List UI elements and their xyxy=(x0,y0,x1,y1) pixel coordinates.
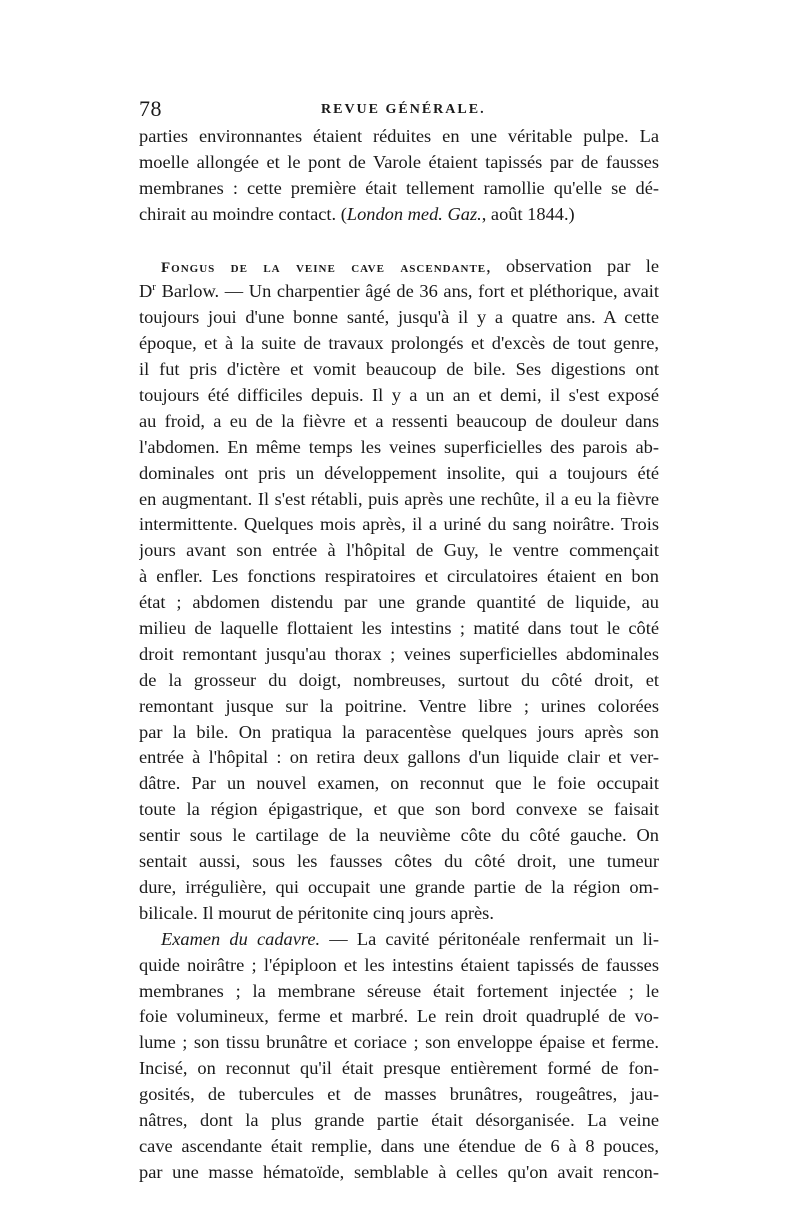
section-first-line xyxy=(139,927,659,953)
text-line: Incisé, on reconnut qu'il était presque entièrement formé de fon- xyxy=(139,1058,659,1079)
text-line: lume ; son tissu brunâtre et coriace ; son enveloppe épaise et ferme. xyxy=(139,1032,659,1053)
text-line: sentait aussi, sous les fausses côtes du côté droit, une tumeur xyxy=(139,851,659,872)
superscript: r xyxy=(152,281,156,294)
text-line: intermittente. Quelques mois après, il a uriné du sang noirâtre. Trois xyxy=(139,514,659,535)
text-fragment: chirait au moindre contact. ( xyxy=(139,203,347,224)
text-line: quide noirâtre ; l'épiploon et les intestins étaient tapissés de fausses xyxy=(139,954,659,975)
citation-date: , août 1844.) xyxy=(481,203,575,224)
body-text xyxy=(139,124,659,1186)
section-first-line xyxy=(139,254,659,280)
text-line: gosités, de tubercules et de masses brunâtres, rougeâtres, jau- xyxy=(139,1084,659,1105)
text-line: de la grosseur du doigt, nombreuses, surtout du côté droit, et xyxy=(139,669,659,690)
citation-source: London med. Gaz. xyxy=(346,203,482,224)
text-line: membranes ; la membrane séreuse était fortement injectée ; le xyxy=(139,980,659,1001)
text-line: dâtre. Par un nouvel examen, on reconnut que le foie occupait xyxy=(139,773,659,794)
text-line: moelle allongée et le pont de Varole étaient tapissés par de fausses xyxy=(139,151,659,172)
text-line: époque, et à la suite de travaux prolongés et d'excès de tout genre, xyxy=(139,333,659,354)
text-line: nâtres, dont la plus grande partie était désorganisée. La veine xyxy=(139,1109,659,1130)
text-line: au froid, a eu de la fièvre et a ressenti beaucoup de douleur dans xyxy=(139,410,659,431)
text-line: à enfler. Les fonctions respiratoires et circulatoires étaient en bon xyxy=(139,566,659,587)
text-line: par une masse hématoïde, semblable à celles qu'on avait rencon- xyxy=(139,1161,659,1182)
text-line: bilicale. Il mourut de péritonite cinq jours après. xyxy=(139,902,494,923)
text-line: l'abdomen. En même temps les veines superficielles des parois ab- xyxy=(139,436,659,457)
text-line: milieu de laquelle flottaient les intestins ; matité dans tout le côté xyxy=(139,618,659,639)
text-fragment: Barlow. — Un charpentier âgé de 36 ans, fort et pléthorique, avait xyxy=(155,281,659,302)
text-line: toute la région épigastrique, et que son bord convexe se faisait xyxy=(139,799,659,820)
text-line: état ; abdomen distendu par une grande quantité de liquide, au xyxy=(139,592,659,613)
subsection-label: Examen du cadavre. xyxy=(161,928,321,949)
text-line: entrée à l'hôpital : on retira deux gallons d'un liquide clair et ver- xyxy=(139,747,659,768)
running-head xyxy=(139,96,659,126)
text-line: foie volumineux, ferme et marbré. Le rein droit quadruplé de vo- xyxy=(139,1006,659,1027)
text-line: toujours été difficiles depuis. Il y a un an et demi, il s'est exposé xyxy=(139,385,659,406)
running-title: REVUE GÉNÉRALE. xyxy=(321,102,486,117)
text-line: membranes : cette première était tellement ramollie qu'elle se dé- xyxy=(139,177,659,198)
text-line: par la bile. On pratiqua la paracentèse quelques jours après son xyxy=(139,721,659,742)
text-fragment: , observation par le xyxy=(486,255,659,276)
text-line xyxy=(139,279,659,305)
text-line: dure, irrégulière, qui occupait une grande partie de la région om- xyxy=(139,876,659,897)
text-line: en augmentant. Il s'est rétabli, puis après une rechûte, il a eu la fièvre xyxy=(139,488,659,509)
text-line xyxy=(139,202,659,228)
text-line: toujours joui d'une bonne santé, jusqu'à il y a quatre ans. A cette xyxy=(139,307,659,328)
text-fragment: D xyxy=(139,281,153,302)
text-line: jours avant son entrée à l'hôpital de Guy, le ventre commençait xyxy=(139,540,659,561)
text-line: dominales ont pris un développement insolite, qui a toujours été xyxy=(139,462,659,483)
text-line: droit remontant jusqu'au thorax ; veines superficielles abdominales xyxy=(139,643,659,664)
text-line: cave ascendante était remplie, dans une étendue de 6 à 8 pouces, xyxy=(139,1135,659,1156)
text-line: sentir sous le cartilage de la neuvième côte du côté gauche. On xyxy=(139,825,659,846)
text-line: remontant jusque sur la poitrine. Ventre libre ; urines colorées xyxy=(139,695,659,716)
page-number: 78 xyxy=(139,96,162,121)
text-line: il fut pris d'ictère et vomit beaucoup de bile. Ses digestions ont xyxy=(139,359,659,380)
text-fragment: — La cavité péritonéale renfermait un li- xyxy=(320,928,659,949)
section-heading: Fongus de la veine cave ascendante xyxy=(161,259,487,276)
text-line: parties environnantes étaient réduites en une véritable pulpe. La xyxy=(139,126,659,146)
